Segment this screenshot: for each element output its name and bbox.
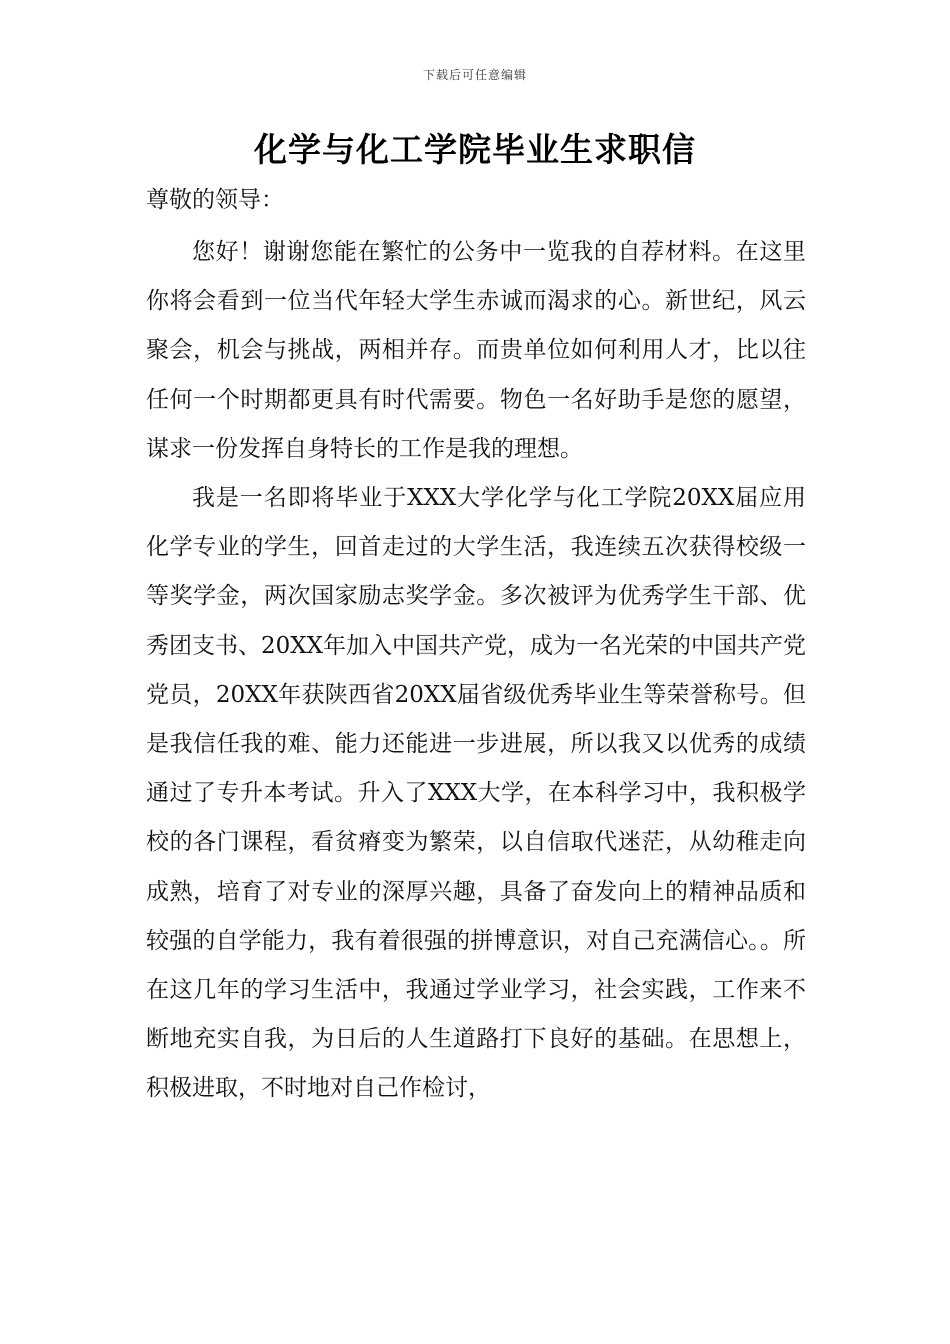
salutation: 尊敬的领导： — [146, 187, 284, 213]
letter-body — [146, 228, 806, 1114]
paragraph-greeting: 您好！谢谢您能在繁忙的公务中一览我的自荐材料。在这里你将会看到一位当代年轻大学生赤诚而渴求的心。新世纪，风云聚会，机会与挑战，两相并存。而贵单位如何利用人才，比以往任何一个时期都更具有时代需要。物色一名好助手是您的愿望，谋求一份发挥自身特长的工作是我的理想。 — [146, 239, 806, 462]
header-note: 下载后可任意编辑 — [422, 68, 527, 82]
page-title: 化学与化工学院毕业生求职信 — [254, 130, 696, 169]
paragraph-introduction: 我是一名即将毕业于XXX大学化学与化工学院20XX届应用化学专业的学生，回首走过的大学生活，我连续五次获得校级一等奖学金，两次国家励志奖学金。多次被评为优秀学生干部、优秀团支书、20XX年加入中国共产党，成为一名光荣的中国共产党党员，20XX年获陕西省20XX届省级优秀毕业生等荣誉称号。但是我信任我的难、能力还能进一步进展，所以我又以优秀的成绩通过了专升本考试。升入了XXX大学，在本科学习中，我积极学校的各门课程，看贫瘠变为繁荣，以自信取代迷茫，从幼稚走向成熟，培育了对专业的深厚兴趣，具备了奋发向上的精神品质和较强的自学能力，我有着很强的拼博意识，对自己充满信心。。所在这几年的学习生活中，我通过学业学习，社会实践，工作来不断地充实自我，为日后的人生道路打下良好的基础。在思想上，积极进取，不时地对自己作检讨， — [146, 485, 807, 1102]
